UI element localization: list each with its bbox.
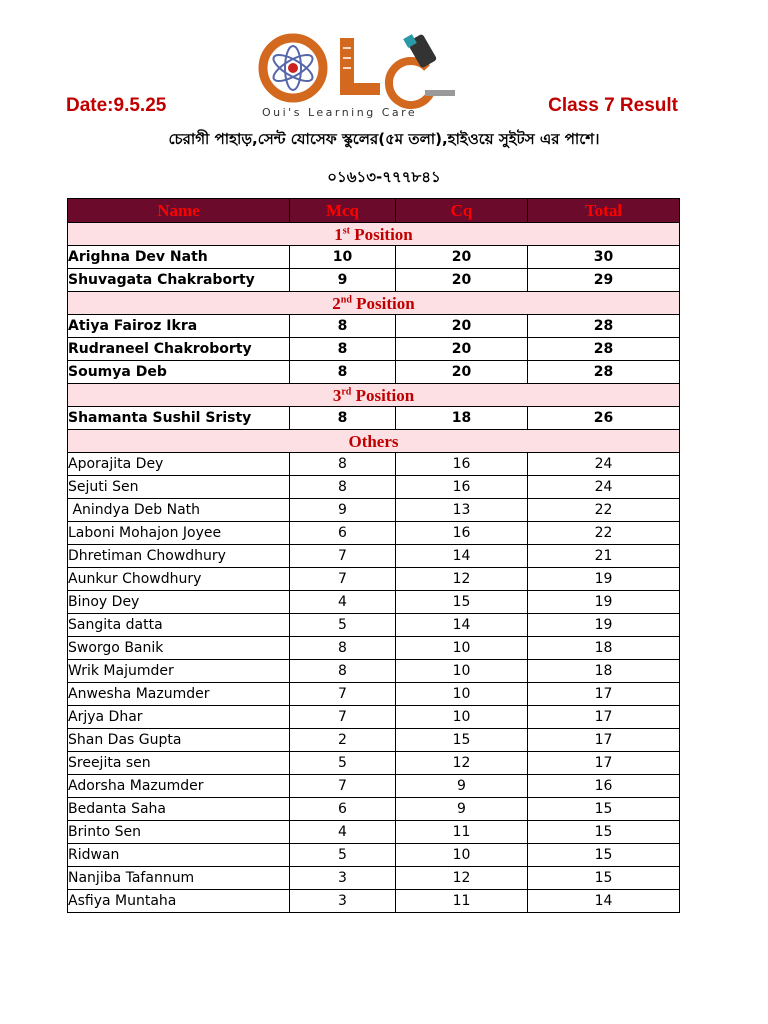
cq-cell: 14 xyxy=(396,614,528,637)
cq-cell: 12 xyxy=(396,568,528,591)
table-row xyxy=(68,637,680,660)
column-header-cq: Cq xyxy=(396,199,528,223)
mcq-cell: 3 xyxy=(290,867,396,890)
mcq-cell: 8 xyxy=(290,407,396,430)
table-row xyxy=(68,269,680,292)
cq-cell: 12 xyxy=(396,752,528,775)
total-cell: 15 xyxy=(528,798,680,821)
total-cell: 17 xyxy=(528,706,680,729)
address-line: চেরাগী পাহাড়,সেন্ট যোসেফ স্কুলের(৫ম তলা),হাইওয়ে সুইটস এর পাশে। xyxy=(168,130,600,148)
total-cell: 15 xyxy=(528,821,680,844)
total-cell: 22 xyxy=(528,522,680,545)
name-cell: Nanjiba Tafannum xyxy=(68,867,290,890)
cq-cell: 18 xyxy=(396,407,528,430)
mcq-cell: 7 xyxy=(290,568,396,591)
total-cell: 21 xyxy=(528,545,680,568)
mcq-cell: 3 xyxy=(290,890,396,913)
table-row xyxy=(68,246,680,269)
name-cell: Aunkur Chowdhury xyxy=(68,568,290,591)
total-cell: 18 xyxy=(528,637,680,660)
cq-cell: 9 xyxy=(396,775,528,798)
results-body xyxy=(68,223,680,913)
mcq-cell: 8 xyxy=(290,660,396,683)
table-row xyxy=(68,821,680,844)
total-cell: 22 xyxy=(528,499,680,522)
table-row xyxy=(68,614,680,637)
table-row xyxy=(68,315,680,338)
cq-cell: 20 xyxy=(396,338,528,361)
section-label-suffix: rd xyxy=(341,385,352,397)
name-cell: Arighna Dev Nath xyxy=(68,246,290,269)
total-cell: 18 xyxy=(528,660,680,683)
section-header-row xyxy=(68,384,680,407)
cq-cell: 10 xyxy=(396,706,528,729)
mcq-cell: 10 xyxy=(290,246,396,269)
phone-number: ০১৬১৩-৭৭৭৮৪১ xyxy=(327,168,441,186)
logo-tagline: Oui's Learning Care xyxy=(262,106,418,119)
name-cell: Dhretiman Chowdhury xyxy=(68,545,290,568)
cq-cell: 10 xyxy=(396,844,528,867)
name-cell: Ridwan xyxy=(68,844,290,867)
mcq-cell: 2 xyxy=(290,729,396,752)
total-cell: 15 xyxy=(528,867,680,890)
table-row xyxy=(68,522,680,545)
table-row xyxy=(68,338,680,361)
name-cell: Sejuti Sen xyxy=(68,476,290,499)
name-cell: Soumya Deb xyxy=(68,361,290,384)
name-cell: Arjya Dhar xyxy=(68,706,290,729)
section-label-text: Position xyxy=(349,224,413,244)
name-cell: Laboni Mohajon Joyee xyxy=(68,522,290,545)
table-row xyxy=(68,867,680,890)
table-row xyxy=(68,775,680,798)
name-cell: Aporajita Dey xyxy=(68,453,290,476)
cq-cell: 15 xyxy=(396,729,528,752)
name-cell: Sworgo Banik xyxy=(68,637,290,660)
total-cell: 17 xyxy=(528,752,680,775)
cq-cell: 20 xyxy=(396,361,528,384)
table-row xyxy=(68,752,680,775)
mcq-cell: 6 xyxy=(290,522,396,545)
mcq-cell: 8 xyxy=(290,338,396,361)
mcq-cell: 5 xyxy=(290,614,396,637)
table-row xyxy=(68,890,680,913)
cq-cell: 20 xyxy=(396,269,528,292)
total-cell: 19 xyxy=(528,568,680,591)
mcq-cell: 8 xyxy=(290,453,396,476)
name-cell: Adorsha Mazumder xyxy=(68,775,290,798)
column-header-name: Name xyxy=(68,199,290,223)
total-cell: 15 xyxy=(528,844,680,867)
table-row xyxy=(68,798,680,821)
table-row xyxy=(68,476,680,499)
total-cell: 19 xyxy=(528,591,680,614)
column-header-total: Total xyxy=(528,199,680,223)
table-row xyxy=(68,591,680,614)
cq-cell: 10 xyxy=(396,683,528,706)
mcq-cell: 6 xyxy=(290,798,396,821)
mcq-cell: 7 xyxy=(290,775,396,798)
section-label xyxy=(68,223,680,246)
mcq-cell: 5 xyxy=(290,844,396,867)
mcq-cell: 8 xyxy=(290,361,396,384)
total-cell: 24 xyxy=(528,453,680,476)
cq-cell: 10 xyxy=(396,637,528,660)
table-row xyxy=(68,361,680,384)
name-cell: Shuvagata Chakraborty xyxy=(68,269,290,292)
total-cell: 17 xyxy=(528,683,680,706)
cq-cell: 9 xyxy=(396,798,528,821)
table-row xyxy=(68,499,680,522)
name-cell: Anindya Deb Nath xyxy=(68,499,290,522)
table-row xyxy=(68,453,680,476)
mcq-cell: 7 xyxy=(290,545,396,568)
total-cell: 16 xyxy=(528,775,680,798)
class-result-title: Class 7 Result xyxy=(548,95,678,116)
cq-cell: 12 xyxy=(396,867,528,890)
cq-cell: 11 xyxy=(396,890,528,913)
total-cell: 28 xyxy=(528,315,680,338)
section-header-row xyxy=(68,430,680,453)
date-label: Date:9.5.25 xyxy=(66,95,167,116)
name-cell: Binoy Dey xyxy=(68,591,290,614)
name-cell: Shamanta Sushil Sristy xyxy=(68,407,290,430)
mcq-cell: 8 xyxy=(290,637,396,660)
table-row xyxy=(68,683,680,706)
table-row xyxy=(68,729,680,752)
column-header-mcq: Mcq xyxy=(290,199,396,223)
cq-cell: 10 xyxy=(396,660,528,683)
name-cell: Rudraneel Chakroborty xyxy=(68,338,290,361)
name-cell: Shan Das Gupta xyxy=(68,729,290,752)
results-table xyxy=(67,198,680,913)
mcq-cell: 8 xyxy=(290,315,396,338)
mcq-cell: 4 xyxy=(290,591,396,614)
section-header-row xyxy=(68,292,680,315)
total-cell: 14 xyxy=(528,890,680,913)
total-cell: 29 xyxy=(528,269,680,292)
mcq-cell: 9 xyxy=(290,499,396,522)
cq-cell: 20 xyxy=(396,246,528,269)
name-cell: Wrik Majumder xyxy=(68,660,290,683)
mcq-cell: 7 xyxy=(290,683,396,706)
table-row xyxy=(68,545,680,568)
cq-cell: 15 xyxy=(396,591,528,614)
name-cell: Sreejita sen xyxy=(68,752,290,775)
cq-cell: 20 xyxy=(396,315,528,338)
section-label-number: 3 xyxy=(332,385,342,405)
section-label-number: 2 xyxy=(332,293,341,313)
total-cell: 30 xyxy=(528,246,680,269)
name-cell: Atiya Fairoz Ikra xyxy=(68,315,290,338)
mcq-cell: 5 xyxy=(290,752,396,775)
table-row xyxy=(68,706,680,729)
cq-cell: 16 xyxy=(396,476,528,499)
table-header-row xyxy=(68,199,680,223)
table-row xyxy=(68,407,680,430)
cq-cell: 14 xyxy=(396,545,528,568)
section-label-suffix: nd xyxy=(340,293,352,305)
total-cell: 19 xyxy=(528,614,680,637)
cq-cell: 16 xyxy=(396,453,528,476)
cq-cell: 16 xyxy=(396,522,528,545)
total-cell: 28 xyxy=(528,361,680,384)
section-label-text: Others xyxy=(348,431,399,451)
total-cell: 28 xyxy=(528,338,680,361)
mcq-cell: 7 xyxy=(290,706,396,729)
name-cell: Asfiya Muntaha xyxy=(68,890,290,913)
cq-cell: 11 xyxy=(396,821,528,844)
table-row xyxy=(68,568,680,591)
section-label xyxy=(68,384,680,407)
mcq-cell: 8 xyxy=(290,476,396,499)
name-cell: Anwesha Mazumder xyxy=(68,683,290,706)
section-label-number: 1 xyxy=(334,224,343,244)
total-cell: 26 xyxy=(528,407,680,430)
mcq-cell: 4 xyxy=(290,821,396,844)
name-cell: Bedanta Saha xyxy=(68,798,290,821)
name-cell: Sangita datta xyxy=(68,614,290,637)
total-cell: 17 xyxy=(528,729,680,752)
cq-cell: 13 xyxy=(396,499,528,522)
table-row xyxy=(68,844,680,867)
total-cell: 24 xyxy=(528,476,680,499)
section-label xyxy=(68,292,680,315)
name-cell: Brinto Sen xyxy=(68,821,290,844)
section-label-text: Position xyxy=(351,385,415,405)
section-header-row xyxy=(68,223,680,246)
section-label xyxy=(68,430,680,453)
section-label-suffix: st xyxy=(342,224,350,236)
table-row xyxy=(68,660,680,683)
mcq-cell: 9 xyxy=(290,269,396,292)
section-label-text: Position xyxy=(351,293,415,313)
